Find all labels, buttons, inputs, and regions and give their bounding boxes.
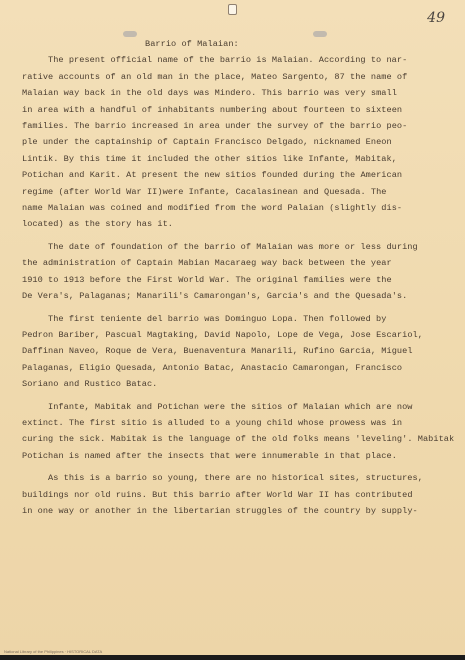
text-line: families. The barrio increased in area under the survey of the barrio peo- xyxy=(22,121,408,132)
text-line: Soriano and Rustico Batac. xyxy=(22,379,158,390)
text-line: 1910 to 1913 before the First World War. The original families were the xyxy=(22,274,392,285)
scan-bottom-edge xyxy=(0,655,465,660)
paragraph-foundation xyxy=(22,239,442,305)
text-line: buildings nor old ruins. But this barrio after World War II has contributed xyxy=(22,489,413,500)
document-body xyxy=(22,36,455,525)
text-line: Palaganas, Eligio Quesada, Antonio Batac, Anastacio Camarongan, Francisco xyxy=(22,362,403,373)
text-line: located) as the story has it. xyxy=(22,219,174,230)
binder-hole xyxy=(228,4,237,15)
text-line: rative accounts of an old man in the place, Mateo Sargento, 87 the name of xyxy=(22,71,408,82)
text-line: ple under the captainship of Captain Francisco Delgado, nicknamed Eneon xyxy=(22,137,392,148)
text-line: curing the sick. Mabitak is the language of the old folks means 'leveling'. Mabitak xyxy=(22,434,455,445)
text-line: Potichan is named after the insects that were innumerable in that place. xyxy=(22,450,397,461)
text-line: in area with a handful of inhabitants numbering about fourteen to sixteen xyxy=(22,104,403,115)
text-line: regime (after World War II)were Infante, Cacalasinean and Quesada. The xyxy=(22,186,387,197)
text-line: Pedron Bariber, Pascual Magtaking, David Napolo, Lope de Vega, Jose Escariol, xyxy=(22,329,423,340)
text-line: Lintik. By this time it included the other sitios like Infante, Mabitak, xyxy=(22,153,397,164)
text-line: The date of foundation of the barrio of Malaian was more or less during xyxy=(48,241,418,252)
text-line: the administration of Captain Mabian Macaraeg way back between the year xyxy=(22,258,392,269)
text-line: Malaian way back in the old days was Mindero. This barrio was very small xyxy=(22,88,397,99)
archive-footer-note: National Library of the Philippines · HISTORICAL DATA xyxy=(4,649,103,654)
paragraph-tenientes xyxy=(22,311,442,393)
text-line: name Malaian was coined and modified from the word Palaian (slightly dis- xyxy=(22,203,403,214)
paragraph-name-origin xyxy=(22,52,442,232)
text-line: De Vera's, Palaganas; Manarili's Camarongan's, Garcia's and the Quesada's. xyxy=(22,291,408,302)
text-line: Daffinan Naveo, Roque de Vera, Buenaventura Manarili, Rufino Garcia, Miguel xyxy=(22,346,413,357)
paragraph-historical-sites xyxy=(22,470,442,519)
text-line: The present official name of the barrio is Malaian. According to nar- xyxy=(48,55,408,66)
text-line: Potichan and Karit. At present the new sitios founded during the American xyxy=(22,170,403,181)
text-line: Infante, Mabitak and Potichan were the sitios of Malaian which are now xyxy=(48,401,413,412)
text-line: extinct. The first sitio is alluded to a young child whose prowess was in xyxy=(22,417,403,428)
text-line: The first teniente del barrio was Dominguo Lopa. Then followed by xyxy=(48,313,387,324)
text-line: in one way or another in the libertarian struggles of the country by supply- xyxy=(22,505,418,516)
page-number: 49 xyxy=(427,10,445,26)
text-line: As this is a barrio so young, there are no historical sites, structures, xyxy=(48,473,423,484)
document-title: Barrio of Malaian: xyxy=(145,39,239,49)
paragraph-extinct-sitios xyxy=(22,399,455,465)
